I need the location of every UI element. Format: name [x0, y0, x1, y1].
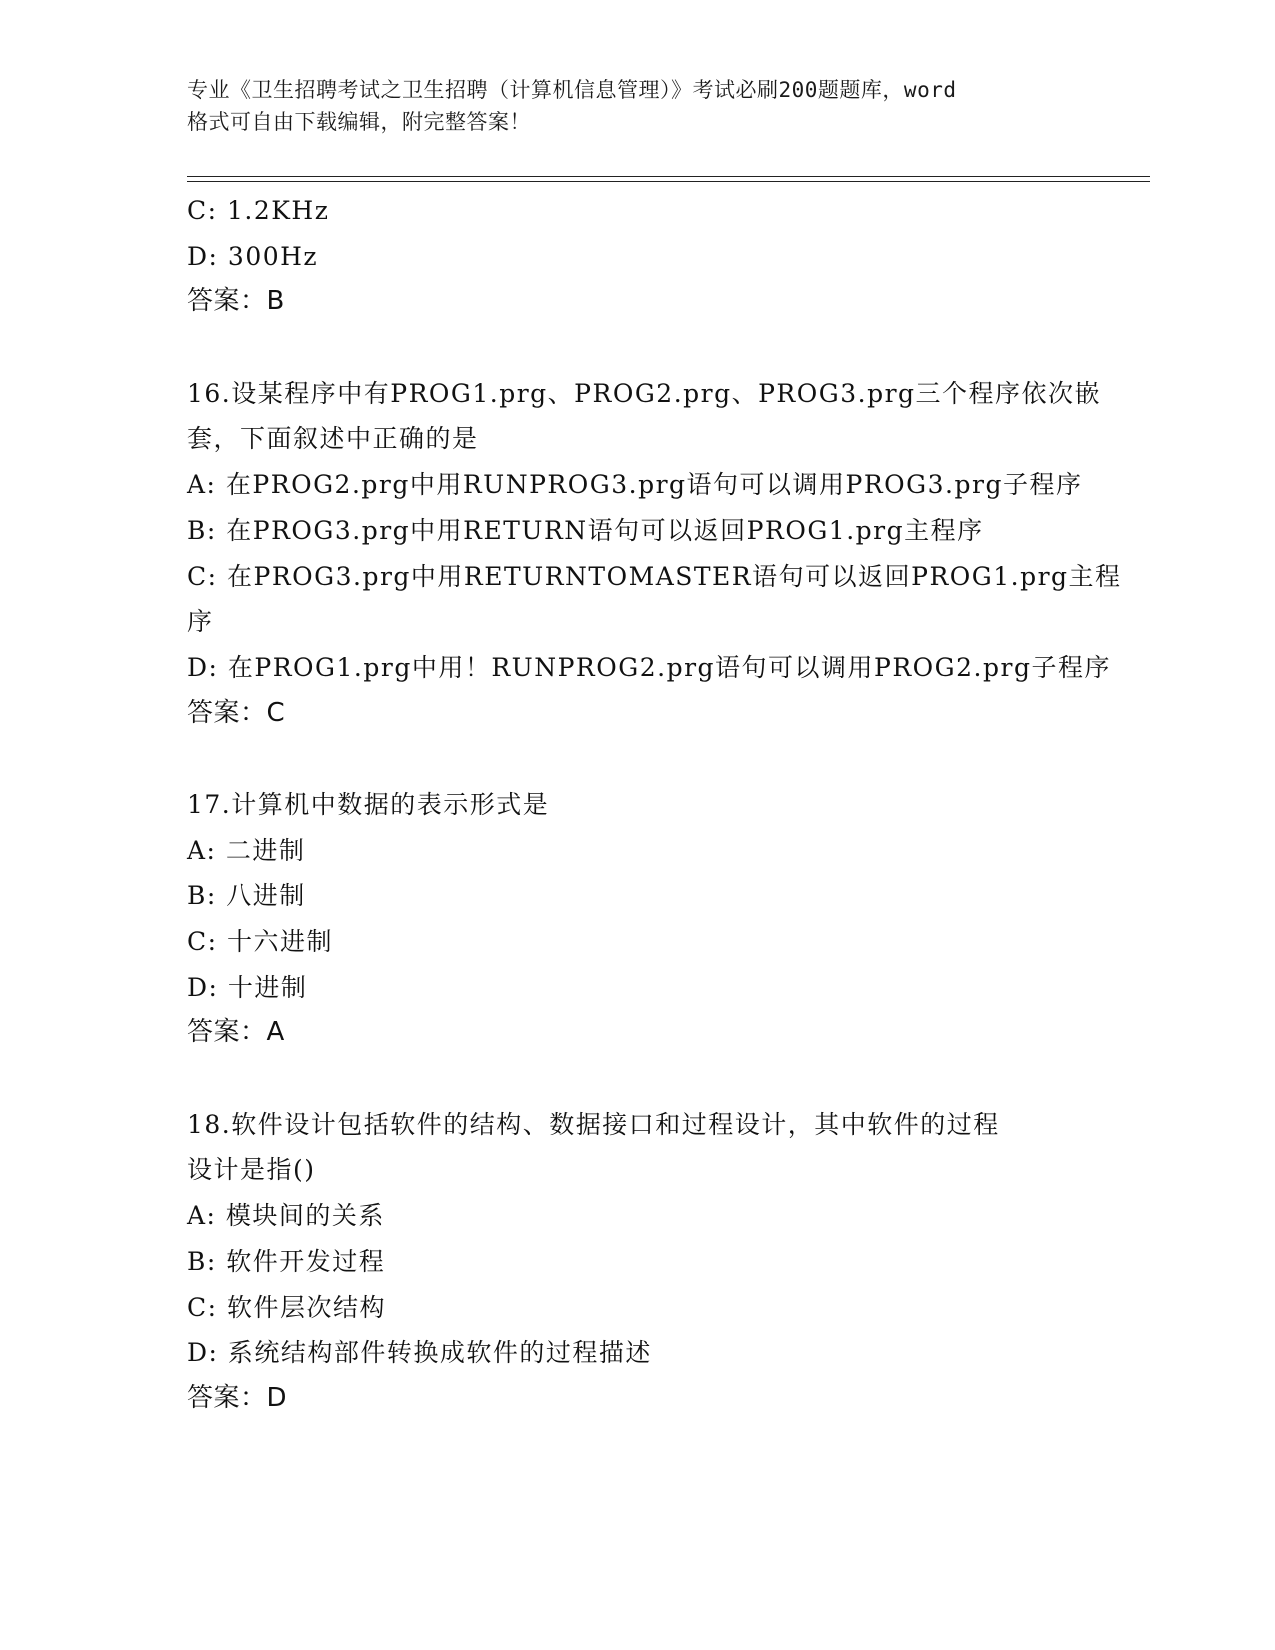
option-a: A: 二进制 — [187, 835, 306, 865]
answer-line: 答案：B — [187, 286, 285, 317]
question-17 — [187, 782, 1087, 1056]
question-text: 17.计算机中数据的表示形式是 — [187, 789, 550, 819]
option-c: C: 1.2KHz — [187, 196, 330, 225]
answer-line: 答案：D — [187, 1382, 288, 1413]
header-title-line-2: 格式可自由下载编辑，附完整答案！ — [187, 110, 531, 134]
question-18 — [187, 1102, 1087, 1422]
question-text-line-2: 套，下面叙述中正确的是 — [187, 424, 479, 454]
question-text-line-1: 18.软件设计包括软件的结构、数据接口和过程设计，其中软件的过程 — [187, 1109, 1000, 1139]
option-d: D: 系统结构部件转换成软件的过程描述 — [187, 1338, 652, 1368]
option-b: B: 八进制 — [187, 881, 306, 911]
option-c: C: 软件层次结构 — [187, 1292, 386, 1322]
option-d: D: 300Hz — [187, 241, 319, 271]
spacer — [187, 736, 1087, 782]
option-b: B: 软件开发过程 — [187, 1246, 386, 1276]
option-c-line-2: 序 — [187, 607, 214, 637]
option-c: C: 十六进制 — [187, 927, 333, 956]
question-16 — [187, 371, 1122, 737]
document-header — [187, 74, 1087, 138]
option-b: B: 在PROG3.prg中用RETURN语句可以返回PROG1.prg主程序 — [187, 515, 984, 545]
option-d: D: 在PROG1.prg中用！RUNPROG2.prg语句可以调用PROG2.prg子程序 — [187, 652, 1111, 682]
spacer — [187, 1056, 1087, 1102]
header-title-line-1: 专业《卫生招聘考试之卫生招聘（计算机信息管理）》考试必刷200题题库，word — [187, 78, 957, 102]
question-text-line-1: 16.设某程序中有PROG1.prg、PROG2.prg、PROG3.prg三个程序依次嵌 — [187, 378, 1102, 408]
option-c-line-1: C: 在PROG3.prg中用RETURNTOMASTER语句可以返回PROG1.prg主程 — [187, 561, 1122, 591]
question-list — [187, 188, 1122, 1422]
answer-line: 答案：A — [187, 1017, 285, 1048]
question-15-tail — [187, 188, 1087, 325]
option-a: A: 模块间的关系 — [187, 1201, 385, 1231]
header-divider-top — [187, 176, 1150, 177]
header-divider-bottom — [187, 181, 1150, 182]
option-d: D: 十进制 — [187, 972, 308, 1002]
question-text-line-2: 设计是指() — [187, 1155, 316, 1185]
option-a: A: 在PROG2.prg中用RUNPROG3.prg语句可以调用PROG3.prg子程序 — [187, 470, 1083, 500]
spacer — [187, 325, 1087, 371]
answer-line: 答案：C — [187, 697, 286, 728]
